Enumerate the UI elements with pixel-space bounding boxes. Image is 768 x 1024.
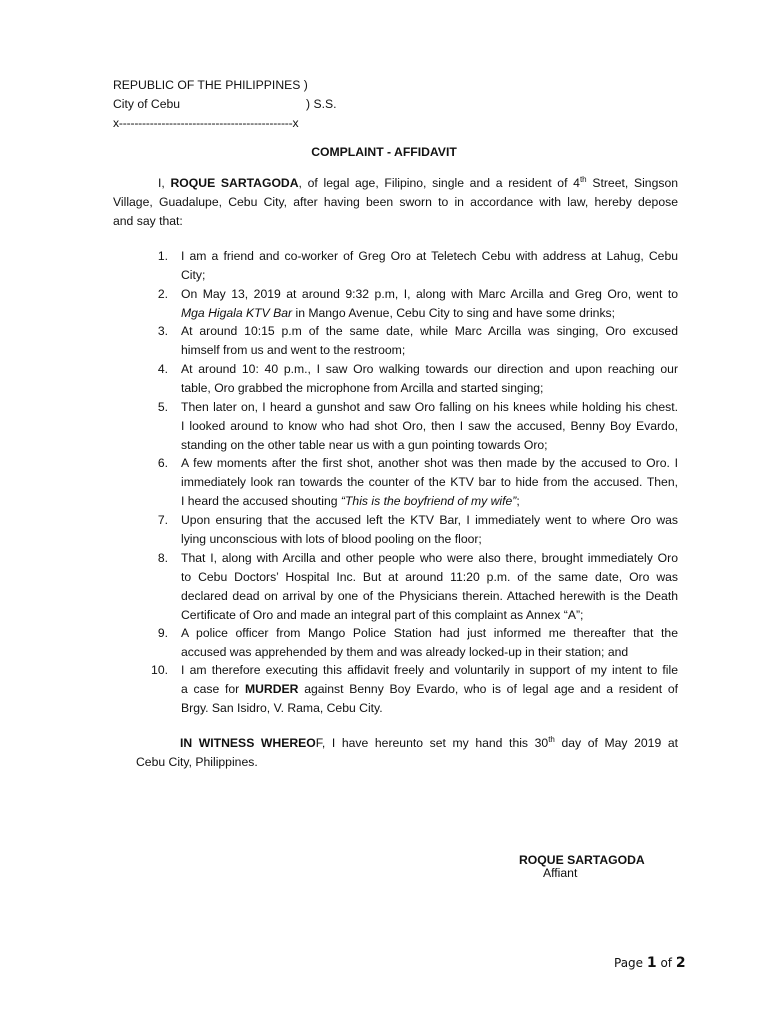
item-number: 8. (157, 551, 168, 565)
witness-bold: IN WITNESS WHEREO (180, 736, 316, 750)
item-line: Certificate of Oro and made an integral part of this complaint as Annex “A”; (181, 608, 584, 622)
intro-l1-rest: , of legal age, Filipino, single and a resident of 4 (298, 176, 580, 190)
item-bold: MURDER (244, 682, 299, 696)
item-number: 3. (157, 324, 168, 338)
intro-pre: I, (158, 176, 171, 190)
intro-sup: th (579, 175, 587, 184)
witness-line-2: Cebu City, Philippines. (136, 755, 258, 769)
item-number: 2. (157, 287, 168, 301)
item-line: Brgy. San Isidro, V. Rama, Cebu City. (181, 701, 383, 715)
item-line (181, 680, 678, 699)
item-line: Then later on, I heard a gunshot and saw Oro falling on his knees while holding his chest. (181, 400, 678, 414)
item-text (181, 285, 678, 323)
signature-role: Affiant (543, 866, 578, 880)
item-line: At around 10: 40 p.m., I saw Oro walking towards our direction and upon reaching our (181, 362, 678, 376)
item-text (181, 247, 678, 285)
witness-rest: F, I have hereunto set my hand this 30 (315, 736, 549, 750)
item-number: 5. (157, 400, 168, 414)
header-rule: x---------------------------------------------x (113, 116, 299, 130)
item-text (181, 454, 678, 511)
item-number: 1. (157, 249, 168, 263)
item-rest: against Benny Boy Evardo, who is of legal age and a resident of (298, 682, 678, 696)
item-line: table, Oro grabbed the microphone from Arcilla and started singing; (181, 381, 544, 395)
affiant-name: ROQUE SARTAGODA (170, 176, 299, 190)
item-text (181, 511, 678, 549)
intro-paragraph (113, 174, 678, 231)
item-line: accused was apprehended by them and was already locked-up in their station; and (181, 645, 629, 659)
item-line: lying unconscious with lots of blood pooling on the floor; (181, 532, 482, 546)
item-line: City; (181, 268, 206, 282)
item-line: to Cebu Doctors’ Hospital Inc. But at around 11:20 p.m. of the same date, Oro was (181, 570, 678, 584)
item-line: himself from us and went to the restroom; (181, 343, 406, 357)
page-word: Page (614, 956, 644, 970)
witness-sup: th (548, 735, 555, 744)
witness-end: day of May 2019 at (554, 736, 679, 750)
witness-line-1 (113, 734, 678, 753)
item-text (181, 661, 678, 718)
item-line: I am a friend and co-worker of Greg Oro at Teletech Cebu with address at Lahug, Cebu (181, 249, 678, 263)
item-pre: I heard the accused shouting (181, 494, 341, 508)
item-text (181, 549, 678, 625)
item-line: Upon ensuring that the accused left the KTV Bar, I immediately went to where Oro was (181, 513, 678, 527)
intro-line-3: and say that: (113, 214, 183, 228)
header-republic: REPUBLIC OF THE PHILIPPINES ) (113, 78, 308, 92)
page-total: 2 (675, 955, 686, 971)
page-number (614, 955, 686, 971)
item-line (181, 304, 678, 323)
item-rest: ; (516, 494, 520, 508)
intro-l1-end: Street, Singson (586, 176, 678, 190)
item-text (181, 624, 678, 662)
intro-line-1 (113, 174, 678, 193)
item-line: A police officer from Mango Police Station had just informed me thereafter that the (181, 626, 678, 640)
item-line: standing on the other table near us with a gun pointing towards Oro; (181, 438, 548, 452)
intro-line-2: Village, Guadalupe, Cebu City, after having been sworn to in accordance with law, hereby depose (113, 195, 678, 209)
item-line: At around 10:15 p.m of the same date, while Marc Arcilla was singing, Oro excused (181, 324, 678, 338)
item-number: 9. (157, 626, 168, 640)
item-text (181, 360, 678, 398)
item-number: 10. (151, 663, 168, 677)
item-line: I looked around to know who had shot Oro, then I saw the accused, Benny Boy Evardo, (181, 419, 678, 433)
header-city: City of Cebu (113, 97, 181, 111)
item-number: 7. (157, 513, 168, 527)
page-of: of (660, 956, 673, 970)
item-italic: “This is the boyfriend of my wife” (340, 494, 517, 508)
item-pre: a case for (181, 682, 245, 696)
item-number: 6. (157, 456, 168, 470)
item-line: I am therefore executing this affidavit freely and voluntarily in support of my intent to file (181, 663, 678, 677)
item-line: declared dead on arrival by one of the Physicians therein. Attached herewith is the Death (181, 589, 678, 603)
item-line: That I, along with Arcilla and other people who were also there, brought immediately Oro (181, 551, 678, 565)
witness-paragraph (113, 734, 678, 753)
item-text (181, 398, 678, 455)
item-number: 4. (157, 362, 168, 376)
page-current: 1 (646, 955, 657, 971)
item-italic: Mga Higala KTV Bar (181, 306, 293, 320)
item-text (181, 322, 678, 360)
item-line (181, 492, 678, 511)
item-rest: in Mango Avenue, Cebu City to sing and have some drinks; (292, 306, 616, 320)
header-ss: ) S.S. (306, 97, 337, 111)
item-line: immediately look ran towards the counter of the KTV bar to hide from the accused. Then, (181, 475, 678, 489)
signature-name: ROQUE SARTAGODA (519, 853, 645, 867)
document-title: COMPLAINT - AFFIDAVIT (311, 145, 457, 159)
item-line: A few moments after the first shot, another shot was then made by the accused to Oro. I (181, 456, 678, 470)
item-line: On May 13, 2019 at around 9:32 p.m, I, along with Marc Arcilla and Greg Oro, went to (181, 287, 678, 301)
